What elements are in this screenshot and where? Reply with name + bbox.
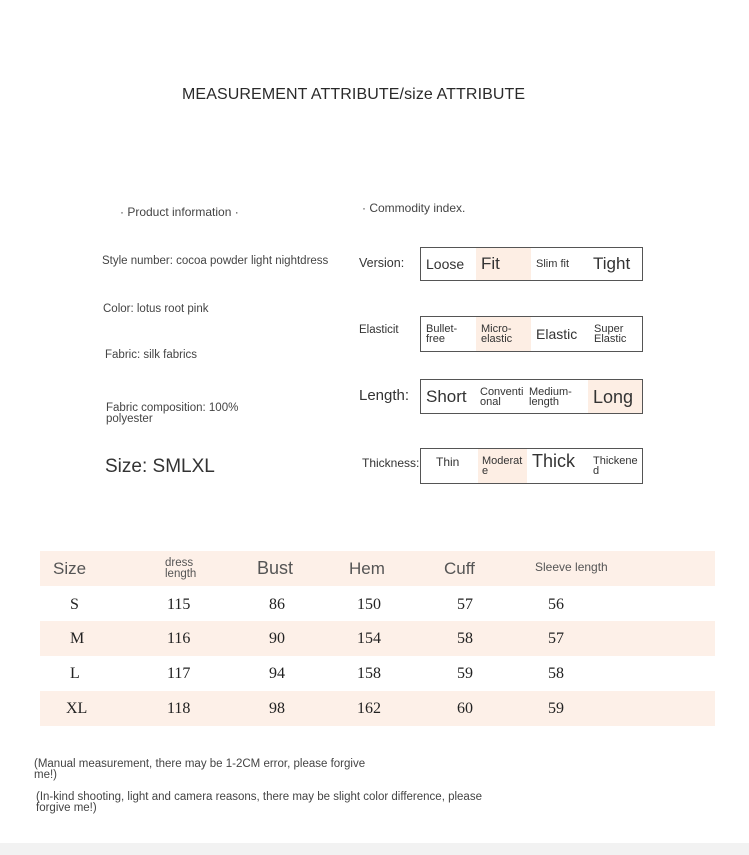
cell-size: XL bbox=[66, 699, 88, 717]
cell-sleeve-length: 59 bbox=[548, 699, 564, 717]
page-title: MEASUREMENT ATTRIBUTE/size ATTRIBUTE bbox=[182, 86, 526, 103]
table-row bbox=[40, 656, 715, 691]
color-text: Color: lotus root pink bbox=[103, 303, 209, 315]
style-number-text: Style number: cocoa powder light nightdress bbox=[102, 255, 329, 267]
table-row bbox=[40, 621, 715, 656]
table-header-row bbox=[40, 551, 715, 586]
cell-dress-length: 118 bbox=[167, 699, 191, 717]
thickness-option-thin: Thin bbox=[436, 455, 460, 469]
cell-dress-length: 116 bbox=[167, 629, 191, 647]
cell-dress-length: 117 bbox=[167, 664, 191, 682]
length-option-short: Short bbox=[426, 386, 467, 406]
cell-bust: 98 bbox=[269, 699, 285, 717]
elasticity-option-bullet-free: Bullet-free bbox=[426, 323, 458, 345]
thickness-option-moderate: Moderate bbox=[478, 449, 527, 483]
cell-cuff: 59 bbox=[457, 664, 473, 682]
elasticity-option-super-elastic: Super Elastic bbox=[594, 323, 627, 345]
cell-size: L bbox=[70, 664, 80, 682]
length-option-long: Long bbox=[588, 380, 642, 413]
cell-hem: 154 bbox=[357, 629, 381, 647]
length-option-conventional: Conventional bbox=[480, 385, 524, 408]
header-cuff: Cuff bbox=[444, 558, 475, 578]
header-bust: Bust bbox=[257, 558, 294, 578]
cell-cuff: 57 bbox=[457, 595, 473, 613]
cell-hem: 150 bbox=[357, 595, 381, 613]
note-color-difference: (In-kind shooting, light and camera reasons, there may be slight color difference, please forgive me!) bbox=[36, 791, 482, 814]
cell-hem: 162 bbox=[357, 699, 381, 717]
footer-strip bbox=[0, 843, 749, 855]
thickness-option-thick: Thick bbox=[532, 451, 576, 471]
cell-sleeve-length: 58 bbox=[548, 664, 564, 682]
elasticity-options bbox=[420, 316, 643, 352]
table-row bbox=[40, 587, 715, 622]
header-hem: Hem bbox=[349, 558, 385, 578]
version-label: Version: bbox=[359, 256, 405, 270]
elasticity-label: Elasticit bbox=[359, 324, 399, 336]
cell-cuff: 58 bbox=[457, 629, 473, 647]
size-text: Size: SMLXL bbox=[105, 456, 215, 477]
version-option-fit: Fit bbox=[476, 248, 531, 280]
version-options bbox=[420, 247, 643, 281]
thickness-label: Thickness: bbox=[362, 456, 420, 470]
cell-bust: 86 bbox=[269, 595, 285, 613]
length-options bbox=[420, 379, 643, 414]
elasticity-option-elastic: Elastic bbox=[536, 326, 578, 342]
note-measurement: (Manual measurement, there may be 1-2CM error, please forgive me!) bbox=[34, 758, 366, 781]
header-size: Size bbox=[53, 558, 87, 578]
header-sleeve-length: Sleeve length bbox=[535, 560, 608, 574]
version-option-slim-fit: Slim fit bbox=[536, 258, 569, 270]
table-row bbox=[40, 691, 715, 726]
length-option-medium-length: Medium-length bbox=[529, 385, 572, 408]
cell-sleeve-length: 57 bbox=[548, 629, 564, 647]
commodity-index-heading: · Commodity index. bbox=[362, 201, 466, 215]
version-option-tight: Tight bbox=[593, 254, 631, 273]
cell-sleeve-length: 56 bbox=[548, 595, 564, 613]
cell-cuff: 60 bbox=[457, 699, 473, 717]
cell-size: M bbox=[70, 629, 85, 647]
version-option-loose: Loose bbox=[426, 256, 465, 272]
cell-bust: 90 bbox=[269, 629, 285, 647]
cell-dress-length: 115 bbox=[167, 595, 191, 613]
cell-hem: 158 bbox=[357, 664, 381, 682]
thickness-option-thickened: Thickened bbox=[593, 455, 638, 477]
thickness-options bbox=[420, 448, 643, 484]
cell-size: S bbox=[70, 595, 79, 613]
length-label: Length: bbox=[359, 387, 410, 404]
product-info-heading: · Product information · bbox=[120, 205, 239, 219]
header-dress-length: dress length bbox=[165, 556, 197, 580]
elasticity-option-micro-elastic: Micro-elastic bbox=[476, 317, 531, 351]
fabric-text: Fabric: silk fabrics bbox=[105, 349, 198, 361]
cell-bust: 94 bbox=[269, 664, 285, 682]
composition-text: Fabric composition: 100% polyester bbox=[106, 402, 239, 425]
